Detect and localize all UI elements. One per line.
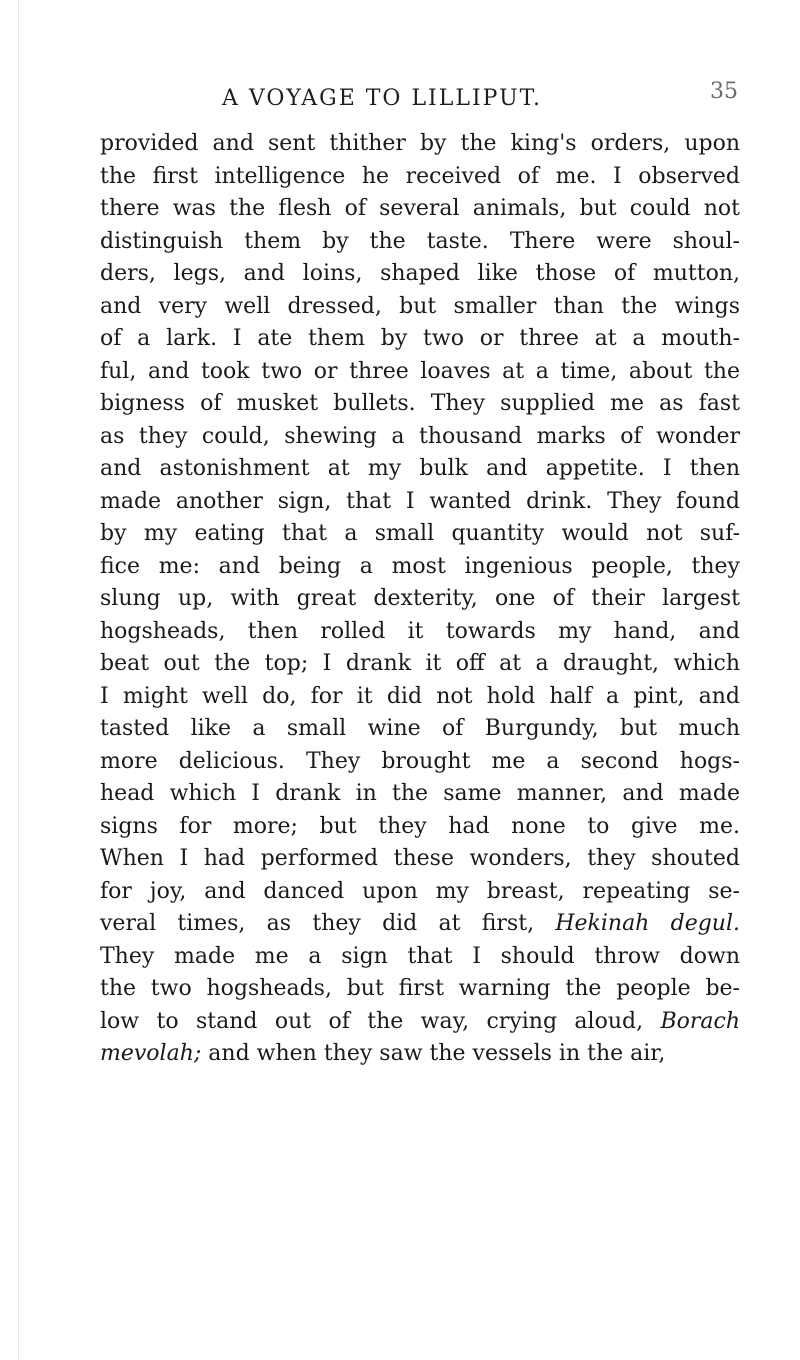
text-line — [100, 421, 740, 454]
text-line — [100, 583, 740, 616]
text-run: more delicious. They brought me a second hogs- — [100, 748, 740, 774]
text-line — [100, 161, 740, 194]
running-head: A VOYAGE TO LILLIPUT. — [222, 86, 543, 111]
italic-phrase: mevolah; — [100, 1041, 202, 1066]
text-line — [100, 746, 740, 779]
text-run: beat out the top; I drank it off at a draught, which — [100, 651, 740, 676]
text-run: low to stand out of the way, crying aloud, — [100, 1008, 661, 1034]
text-line — [100, 973, 740, 1006]
text-line — [100, 908, 740, 941]
body-text — [100, 128, 740, 1071]
text-line — [100, 778, 740, 811]
text-line — [100, 876, 740, 909]
text-run: and when they saw the vessels in the air, — [201, 1041, 666, 1066]
text-line — [100, 323, 740, 356]
text-run: head which I drank in the same manner, and made — [100, 781, 740, 806]
text-run: When I had performed these wonders, they shouted — [100, 846, 740, 871]
text-line — [100, 811, 740, 844]
italic-phrase: Borach — [660, 1008, 740, 1034]
text-run: for joy, and danced upon my breast, repeating se- — [100, 878, 740, 904]
italic-phrase: Hekinah degul. — [555, 911, 740, 936]
text-run: of a lark. I ate them by two or three at a mouth- — [100, 326, 740, 351]
text-run: veral times, as they did at first, — [100, 911, 556, 936]
text-line — [100, 648, 740, 681]
text-line — [100, 1038, 740, 1071]
text-run: and astonishment at my bulk and appetite. I then — [100, 456, 740, 481]
text-line — [100, 518, 740, 551]
text-run: fice me: and being a most ingenious people, they — [100, 553, 740, 579]
text-line — [100, 356, 740, 389]
text-line — [100, 1006, 740, 1039]
text-line — [100, 453, 740, 486]
gutter-line — [18, 0, 19, 1360]
text-run: by my eating that a small quantity would not suf- — [100, 521, 740, 546]
text-run: ful, and took two or three loaves at a time, about the — [100, 358, 740, 384]
text-run: signs for more; but they had none to give me. — [100, 813, 740, 839]
text-line — [100, 258, 740, 291]
text-line — [100, 388, 740, 421]
text-line — [100, 941, 740, 974]
text-run: tasted like a small wine of Burgundy, but much — [100, 716, 740, 741]
page-header — [0, 79, 800, 118]
text-run: ders, legs, and loins, shaped like those of mutton, — [100, 261, 740, 286]
text-line — [100, 681, 740, 714]
text-run: hogsheads, then rolled it towards my hand, and — [100, 618, 740, 644]
text-line — [100, 486, 740, 519]
text-line — [100, 128, 740, 161]
text-run: They made me a sign that I should throw down — [100, 943, 740, 969]
text-line — [100, 193, 740, 226]
text-line — [100, 551, 740, 584]
text-run: there was the flesh of several animals, but could not — [100, 196, 740, 221]
text-run: made another sign, that I wanted drink. They found — [100, 488, 740, 514]
text-line — [100, 713, 740, 746]
text-run: slung up, with great dexterity, one of their largest — [100, 586, 740, 611]
text-run: the first intelligence he received of me. I observed — [100, 163, 740, 189]
text-run: distinguish them by the taste. There were shoul- — [100, 228, 740, 254]
text-run: provided and sent thither by the king's orders, upon — [100, 131, 740, 156]
page-number: 35 — [710, 79, 738, 104]
text-run: and very well dressed, but smaller than the wings — [100, 293, 740, 319]
text-run: the two hogsheads, but first warning the people be- — [100, 976, 740, 1001]
text-line — [100, 291, 740, 324]
text-run: bigness of musket bullets. They supplied me as fast — [100, 391, 740, 416]
text-line — [100, 226, 740, 259]
text-run: as they could, shewing a thousand marks of wonder — [100, 423, 740, 449]
text-line — [100, 616, 740, 649]
text-line — [100, 843, 740, 876]
text-run: I might well do, for it did not hold half a pint, and — [100, 683, 740, 709]
